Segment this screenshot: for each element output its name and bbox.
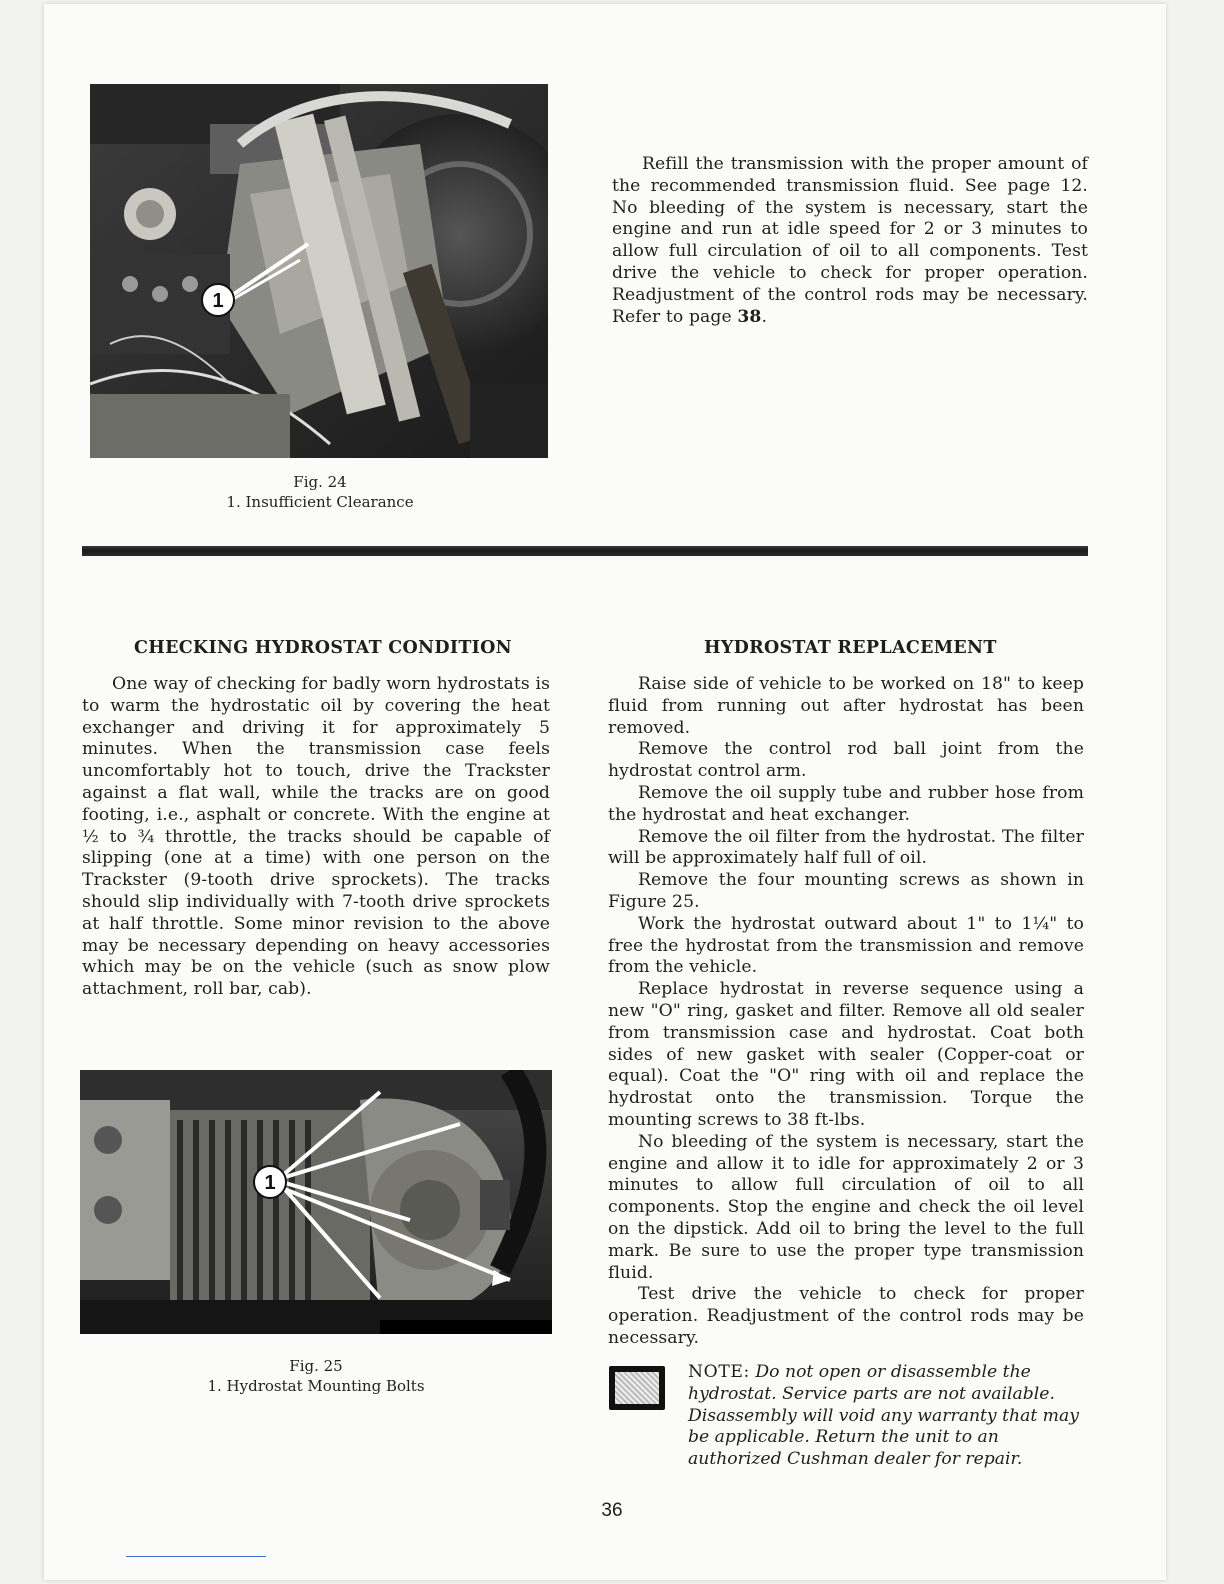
fig25-caption [166, 1356, 466, 1396]
footer-link-underline [126, 1556, 266, 1557]
replacement-paragraph: Test drive the vehicle to check for proper operation. Readjustment of the control rods may be necessary. [608, 1284, 1084, 1348]
note-text: Do not open or disassemble the hydrostat. Service parts are not available. Disassembly will void any warranty that may be applicable. Return the unit to an authorized Cushman dealer for repair. [688, 1362, 1079, 1470]
fig24-caption-item: 1. Insufficient Clearance [226, 493, 414, 511]
replacement-body [608, 674, 1084, 1350]
fig24-caption [180, 472, 460, 512]
replacement-paragraph: Remove the four mounting screws as shown in Figure 25. [608, 870, 1084, 912]
fig24-callout: 1 [212, 290, 224, 312]
checking-heading: CHECKING HYDROSTAT CONDITION [134, 638, 512, 658]
refill-page-ref: 38 [737, 306, 762, 327]
replacement-paragraph: Work the hydrostat outward about 1" to 1¼" to free the hydrostat from the transmission and remove from the vehicle. [608, 913, 1084, 978]
fig25-photo [80, 1070, 552, 1334]
note-block [688, 1362, 1082, 1471]
fig24-caption-title: Fig. 24 [293, 473, 347, 491]
fig25-callout: 1 [264, 1172, 276, 1194]
replacement-paragraph: Replace hydrostat in reverse sequence using a new "O" ring, gasket and filter. Remove all old sealer from transmission case and hydrostat. Coat both sides of new gasket with sealer (Copper-coat or equal). Coat the "O" ring with oil and replace the hydrostat onto the transmission. Torque the mounting screws to 38 ft-lbs. [608, 979, 1084, 1130]
replacement-paragraph: Remove the oil filter from the hydrostat. The filter will be approximately half full of oil. [608, 826, 1084, 869]
replacement-paragraph: Remove the oil supply tube and rubber hose from the hydrostat and heat exchanger. [608, 782, 1084, 825]
note-lead: NOTE: [688, 1362, 750, 1382]
refill-paragraph-block: Refill the transmission with the proper amount of the recommended transmission fluid. See page 12. No bleeding of the system is necessary, start the engine and run at idle speed for 2 or 3 minutes to allow full circulation of oil to all components. Test drive the vehicle to check for proper operation. Readjustment of the control rods may be necessary. Refer to page 38. [612, 154, 1088, 327]
note-icon [609, 1366, 665, 1410]
refill-paragraph: Refill the transmission with the proper amount of the recommended transmission fluid. See page 12. No bleeding of the system is necessary, start the engine and run at idle speed for 2 or 3 minutes to allow full circulation of oil to all components. Test drive the vehicle to check for proper operation. Readjustment of the control rods may be necessary. Refer to page [612, 154, 1088, 327]
section-divider [82, 546, 1088, 556]
fig25-caption-title: Fig. 25 [289, 1357, 343, 1375]
fig24-photo [90, 84, 548, 458]
replacement-paragraph: Raise side of vehicle to be worked on 18" to keep fluid from running out after hydrostat has been removed. [608, 674, 1084, 738]
checking-paragraph: One way of checking for badly worn hydrostats is to warm the hydrostatic oil by covering the heat exchanger and driving it for approximately 5 minutes. When the transmission case feels uncomfortably hot to touch, drive the Trackster against a flat wall, while the tracks are on good footing, i.e., asphalt or concrete. With the engine at ½ to ¾ throttle, the tracks should be capable of slipping (one at a time) with one person on the Trackster (9-tooth drive sprockets). The tracks should slip individually with 7-tooth drive sprockets at half throttle. Some minor revision to the above may be necessary depending on heavy accessories which may be on the vehicle (such as snow plow attachment, roll bar, cab). [82, 674, 550, 1000]
page-number: 36 [601, 1500, 623, 1521]
replacement-heading: HYDROSTAT REPLACEMENT [704, 638, 997, 658]
fig25-caption-item: 1. Hydrostat Mounting Bolts [207, 1377, 425, 1395]
replacement-paragraph: No bleeding of the system is necessary, start the engine and allow it to idle for approximately 2 or 3 minutes to allow full circulation of oil to all components. Stop the engine and check the oil level on the dipstick. Add oil to bring the level to the full mark. Be sure to use the proper type transmission fluid. [608, 1131, 1084, 1283]
checking-body [82, 674, 550, 1001]
replacement-paragraph: Remove the control rod ball joint from the hydrostat control arm. [608, 739, 1084, 782]
